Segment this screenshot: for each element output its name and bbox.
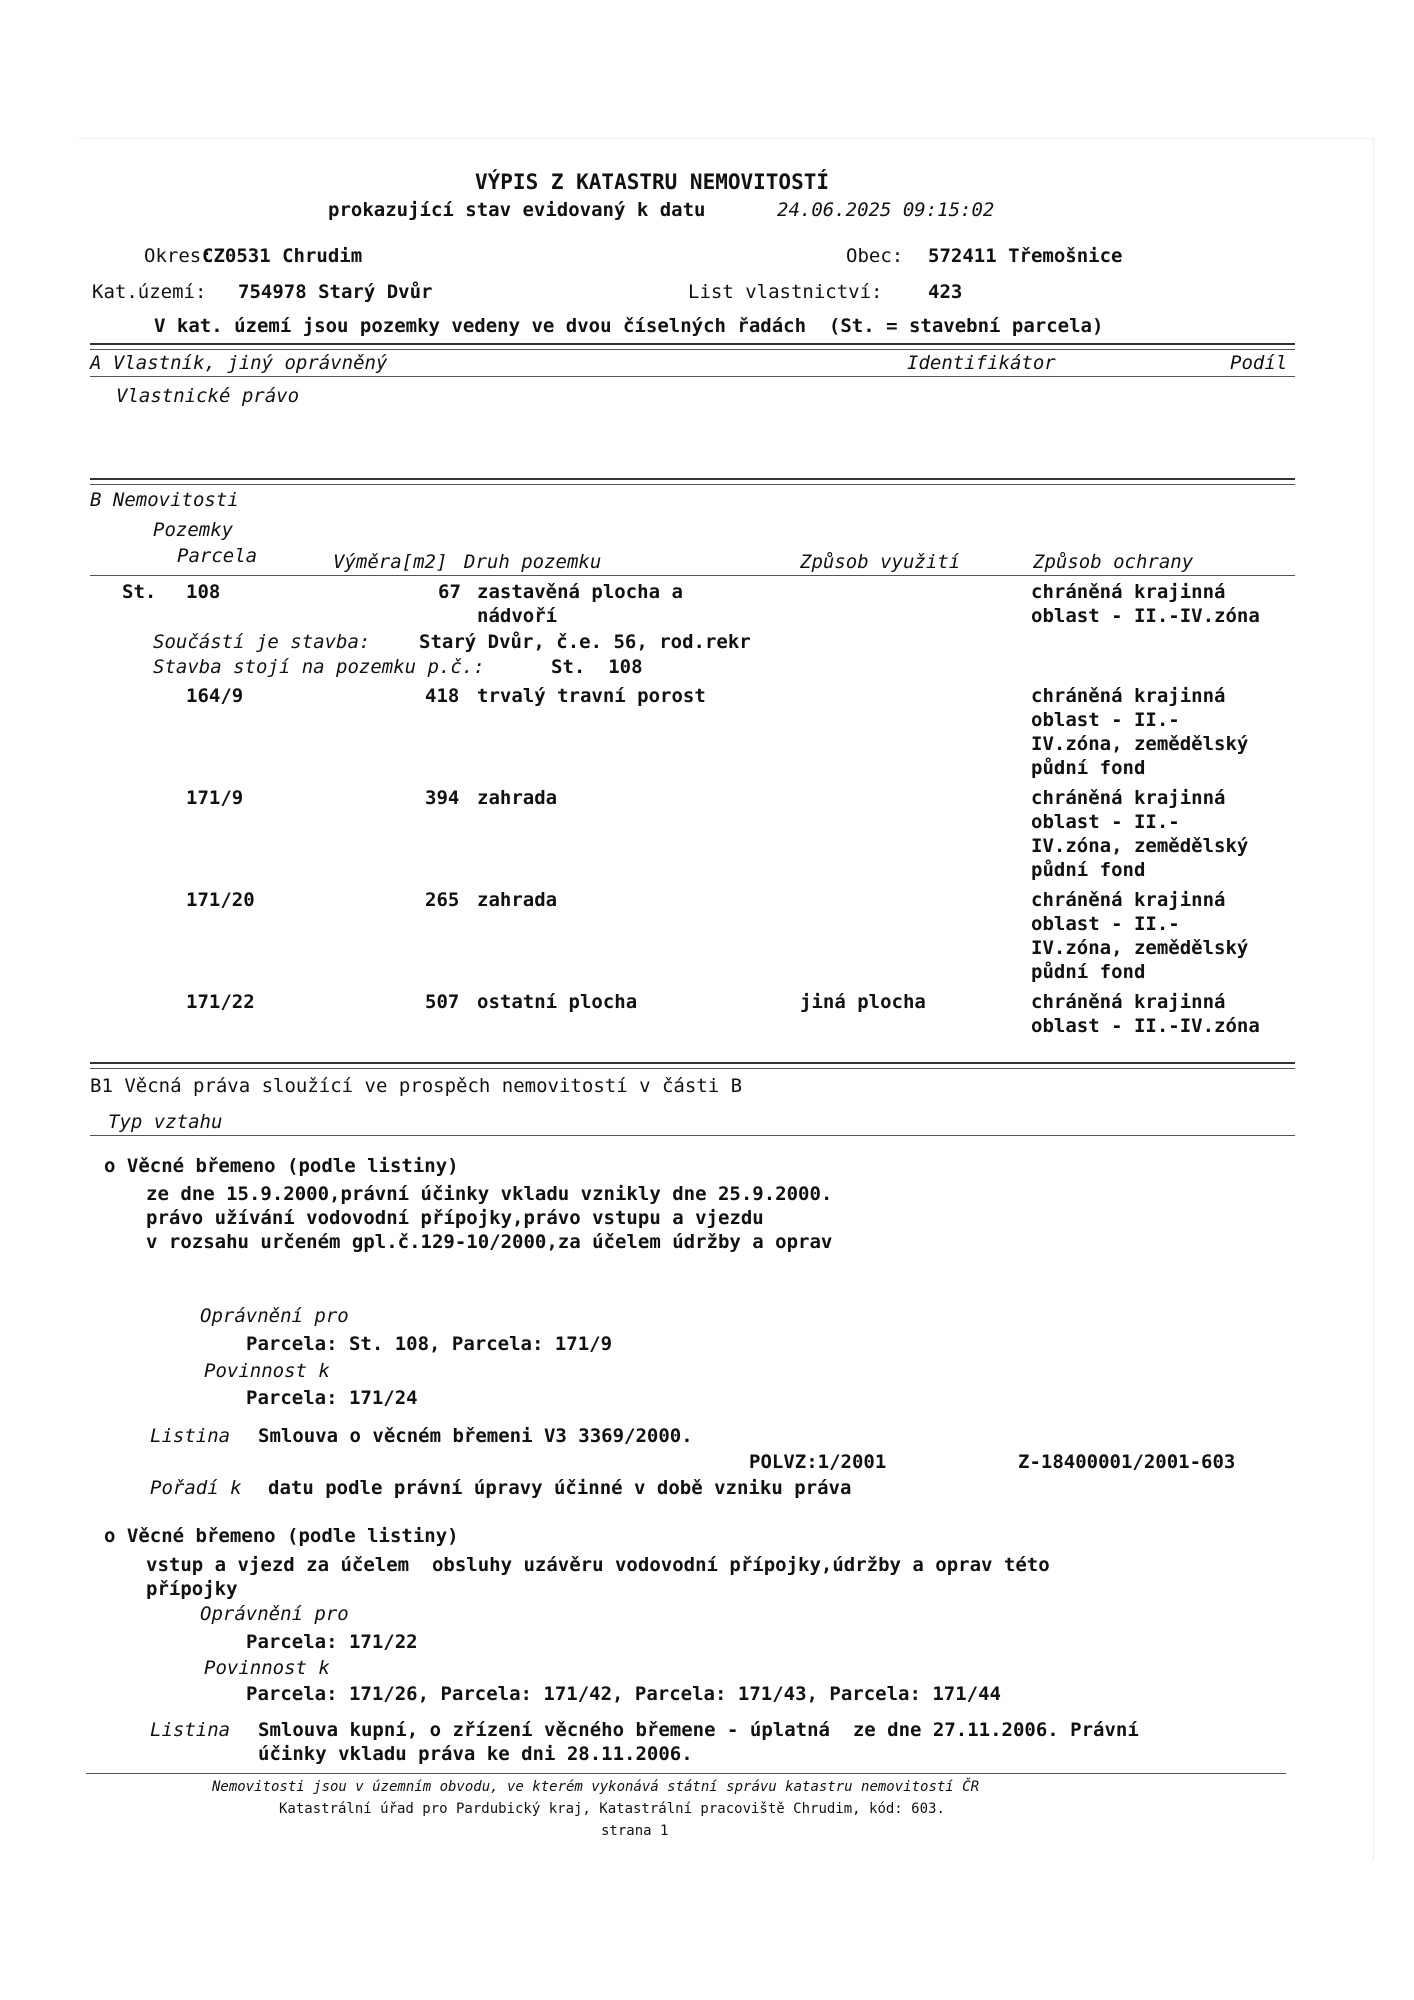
povinnost-value: Parcela: 171/24 [246, 1387, 418, 1409]
listina-label: Listina [150, 1719, 231, 1741]
povinnost-value: Parcela: 171/26, Parcela: 171/42, Parcela: 171/43, Parcela: 171/44 [246, 1683, 1001, 1705]
land-type: zastavěná plocha a [477, 581, 683, 603]
listina-value: Smlouva o věcném břemeni V3 3369/2000. [258, 1425, 693, 1447]
easement-text: právo užívání vodovodní přípojky,právo vstupu a vjezdu [146, 1207, 764, 1229]
section-b-top-rule [90, 478, 1295, 480]
easement-title: o Věcné břemeno (podle listiny) [104, 1525, 459, 1547]
land-type: ostatní plocha [477, 991, 638, 1013]
protection-type: chráněná krajinná [1031, 581, 1226, 603]
footer-line-1: Nemovitosti jsou v územním obvodu, ve kterém vykonává státní správu katastru nemovitostí ČR [212, 1779, 980, 1795]
section-b1-top-rule [90, 1062, 1295, 1064]
listina-value: Smlouva kupní, o zřízení věcného břemene - úplatná ze dne 27.11.2006. Právní [258, 1719, 1139, 1741]
protection-type: oblast - II.- [1031, 811, 1180, 833]
col-vyuziti: Způsob využití [800, 551, 961, 573]
typ-vztahu-heading: Typ vztahu [108, 1111, 223, 1133]
vlastnicke-pravo-heading: Vlastnické právo [116, 385, 300, 407]
protection-type: oblast - II.- [1031, 913, 1180, 935]
section-a-heading: A Vlastník, jiný oprávněný [90, 352, 388, 374]
listina-value: účinky vkladu práva ke dni 28.11.2006. [258, 1743, 693, 1765]
subtitle-prefix: prokazující stav evidovaný k datu [328, 199, 706, 221]
parcel-number: 108 [186, 581, 221, 603]
parcel-number: 164/9 [186, 685, 244, 707]
easement-text: vstup a vjezd za účelem obsluhy uzávěru vodovodní přípojky,údržby a oprav této [146, 1554, 1050, 1576]
protection-type: oblast - II.-IV.zóna [1031, 1015, 1260, 1037]
section-b1-header-rule [90, 1135, 1295, 1136]
section-a-header-rule [90, 376, 1295, 377]
easement-text: ze dne 15.9.2000,právní účinky vkladu vznikly dne 25.9.2000. [146, 1183, 833, 1205]
listina-label: Listina [150, 1425, 231, 1447]
section-b-heading: B Nemovitosti [90, 489, 239, 511]
col-podil: Podíl [1230, 352, 1288, 374]
section-b1-heading: B1 Věcná práva sloužící ve prospěch nemovitostí v části B [90, 1075, 743, 1097]
document-title: VÝPIS Z KATASTRU NEMOVITOSTÍ [475, 170, 830, 194]
obec-label: Obec: [846, 245, 904, 267]
parcel-area: 67 [438, 581, 461, 603]
col-druh: Druh pozemku [464, 551, 602, 573]
section-b-header-rule [90, 575, 1295, 576]
pozemky-heading: Pozemky [153, 519, 234, 541]
building-part-label: Součástí je stavba: [153, 631, 371, 653]
easement-title: o Věcné břemeno (podle listiny) [104, 1155, 459, 1177]
protection-type: IV.zóna, zemědělský [1031, 937, 1249, 959]
parcel-area: 507 [425, 991, 460, 1013]
protection-type: chráněná krajinná [1031, 889, 1226, 911]
section-b1-top-rule-2 [90, 1068, 1295, 1069]
poradi-value: datu podle právní úpravy účinné v době vzniku práva [268, 1477, 852, 1499]
okres-value: CZ0531 Chrudim [202, 245, 363, 267]
protection-type: IV.zóna, zemědělský [1031, 733, 1249, 755]
footer-line-2: Katastrální úřad pro Pardubický kraj, Katastrální pracoviště Chrudim, kód: 603. [279, 1801, 945, 1817]
parcel-area: 418 [425, 685, 460, 707]
protection-type: chráněná krajinná [1031, 685, 1226, 707]
z-code: Z-18400001/2001-603 [1018, 1451, 1236, 1473]
parcel-number: 171/20 [186, 889, 255, 911]
land-type: zahrada [477, 787, 558, 809]
building-on-parcel-value: St. 108 [551, 656, 643, 678]
opravneni-value: Parcela: 171/22 [246, 1631, 418, 1653]
povinnost-label: Povinnost k [204, 1657, 330, 1679]
col-vymera: Výměra[m2] [333, 551, 448, 573]
protection-type: IV.zóna, zemědělský [1031, 835, 1249, 857]
protection-type: chráněná krajinná [1031, 787, 1226, 809]
section-a-top-rule [90, 343, 1295, 345]
protection-type: půdní fond [1031, 859, 1146, 881]
page-number: strana 1 [601, 1823, 669, 1839]
easement-text: přípojky [146, 1578, 238, 1600]
parcel-series-note: V kat. území jsou pozemky vedeny ve dvou číselných řadách (St. = stavební parcela) [154, 315, 1104, 337]
building-on-parcel-label: Stavba stojí na pozemku p.č.: [153, 656, 485, 678]
lv-label: List vlastnictví: [688, 281, 883, 303]
protection-type: chráněná krajinná [1031, 991, 1226, 1013]
easement-text: v rozsahu určeném gpl.č.129-10/2000,za účelem údržby a oprav [146, 1231, 833, 1253]
parcel-number: 171/22 [186, 991, 255, 1013]
polvz-code: POLVZ:1/2001 [749, 1451, 887, 1473]
protection-type: půdní fond [1031, 961, 1146, 983]
parcel-area: 265 [425, 889, 460, 911]
parcel-prefix: St. [122, 581, 157, 603]
protection-type: oblast - II.-IV.zóna [1031, 605, 1260, 627]
okres-label: Okres: [144, 245, 213, 267]
poradi-label: Pořadí k [150, 1477, 242, 1499]
col-identifikator: Identifikátor [907, 352, 1056, 374]
parcel-area: 394 [425, 787, 460, 809]
col-ochrany: Způsob ochrany [1033, 551, 1194, 573]
lv-value: 423 [928, 281, 963, 303]
land-type: trvalý travní porost [477, 685, 706, 707]
opravneni-label: Oprávnění pro [200, 1603, 349, 1625]
parcel-number: 171/9 [186, 787, 244, 809]
opravneni-label: Oprávnění pro [200, 1305, 349, 1327]
protection-type: půdní fond [1031, 757, 1146, 779]
katuzemi-value: 754978 Starý Dvůr [238, 281, 433, 303]
col-parcela: Parcela [177, 545, 258, 567]
land-type: zahrada [477, 889, 558, 911]
building-part-value: Starý Dvůr, č.e. 56, rod.rekr [419, 631, 751, 653]
section-a-top-rule-2 [90, 349, 1295, 350]
protection-type: oblast - II.- [1031, 709, 1180, 731]
katuzemi-label: Kat.území: [92, 281, 207, 303]
opravneni-value: Parcela: St. 108, Parcela: 171/9 [246, 1333, 613, 1355]
evidence-date: 24.06.2025 09:15:02 [777, 199, 995, 221]
footer-rule [86, 1773, 1286, 1774]
povinnost-label: Povinnost k [204, 1360, 330, 1382]
land-use: jiná plocha [800, 991, 926, 1013]
land-type: nádvoří [477, 605, 558, 627]
section-b-top-rule-2 [90, 484, 1295, 485]
obec-value: 572411 Třemošnice [928, 245, 1123, 267]
